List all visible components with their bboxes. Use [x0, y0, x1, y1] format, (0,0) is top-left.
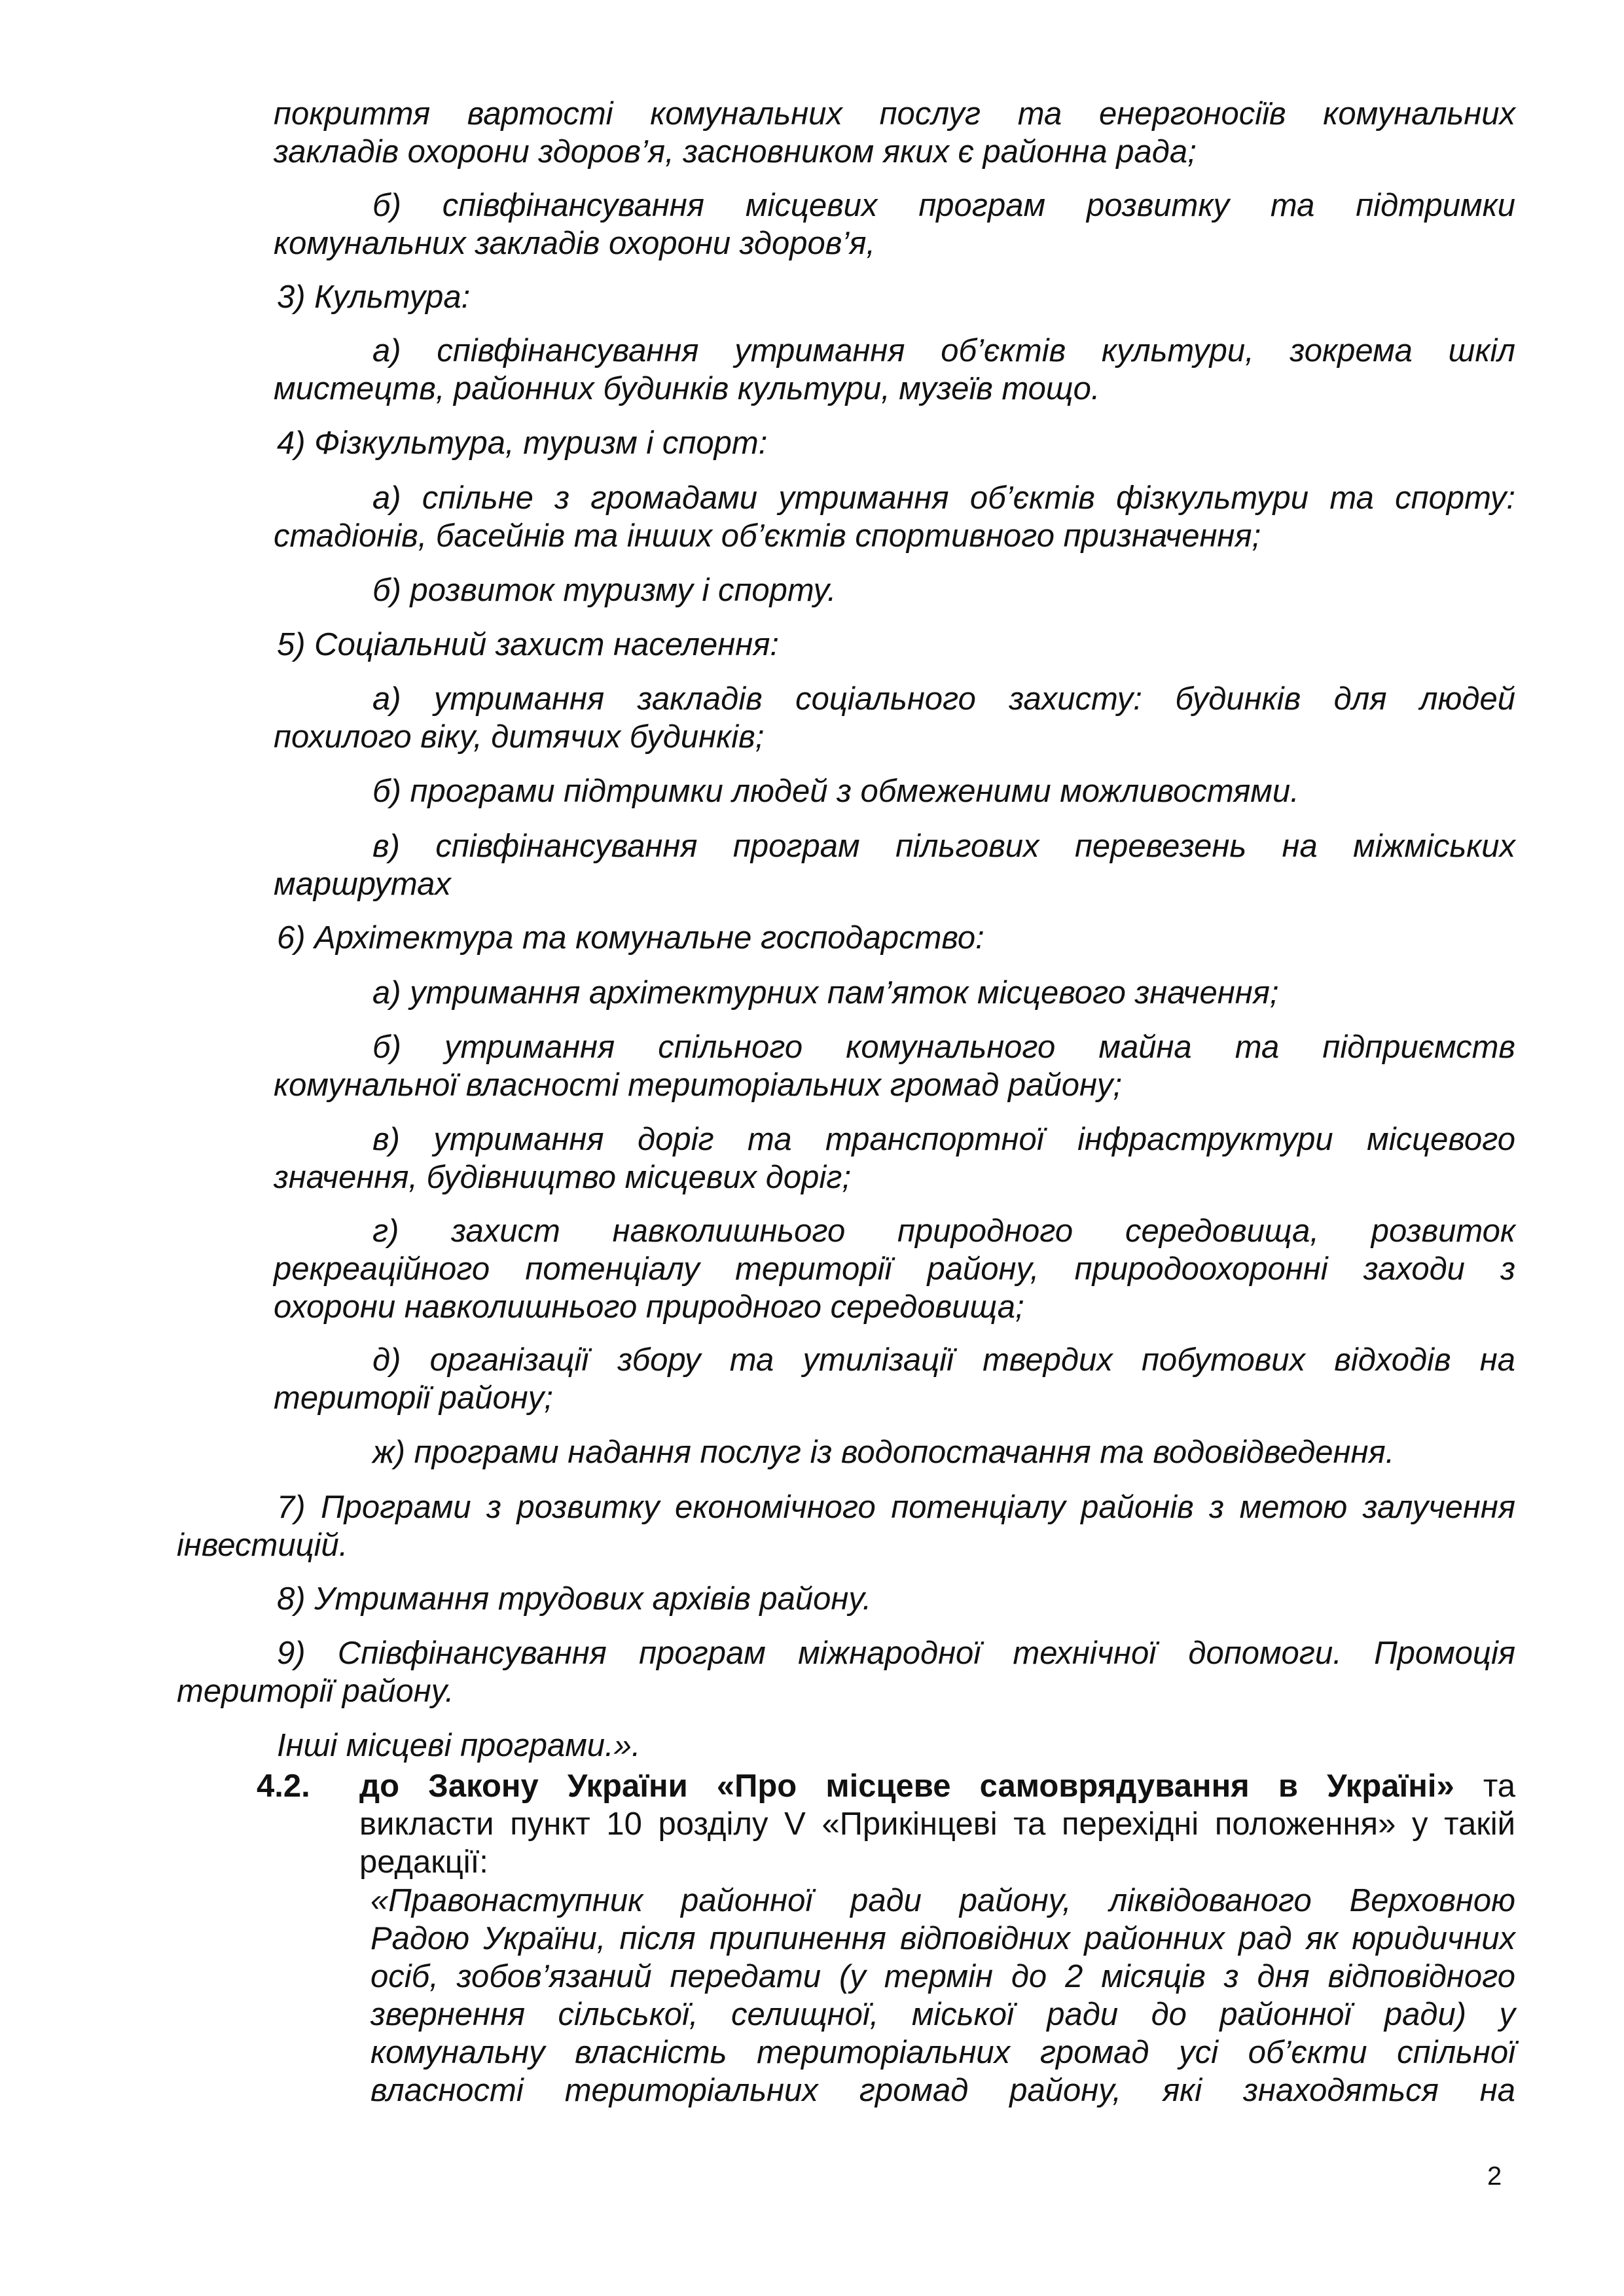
law-title: до Закону України «Про місцеве самоврядування в Україні» — [359, 1768, 1454, 1804]
text-line: г) захист навколишнього природного середовища, розвиток — [372, 1213, 1515, 1249]
text-line: території району; — [274, 1380, 553, 1416]
text-line: б) програми підтримки людей з обмеженими можливостями. — [372, 774, 1299, 809]
text-line: викласти пункт 10 розділу V «Прикінцеві та перехідні положення» у такій — [359, 1806, 1515, 1842]
text-line: власності територіальних громад району, які знаходяться на — [370, 2073, 1515, 2108]
text-line: охорони навколишнього природного середовища; — [274, 1289, 1024, 1325]
page-number: 2 — [1487, 2162, 1502, 2191]
text-line: стадіонів, басейнів та інших об’єктів спортивного призначення; — [274, 518, 1261, 554]
text-line: в) співфінансування програм пільгових перевезень на міжміських — [372, 829, 1515, 864]
paragraph-architecture-e — [274, 1341, 1515, 1417]
paragraph-item-8 — [277, 1580, 871, 1618]
paragraph-sport-a — [274, 479, 1515, 555]
section-4-2 — [359, 1767, 1515, 1881]
quoted-amendment — [370, 1882, 1515, 2109]
paragraph-item-7 — [177, 1488, 1515, 1564]
paragraph-architecture-c — [274, 1121, 1515, 1196]
text-line: Інші місцеві програми.». — [277, 1728, 641, 1763]
law-title-tail: та — [1454, 1768, 1515, 1804]
paragraph-social-b — [372, 772, 1299, 810]
paragraph-healthcare-costs — [274, 95, 1515, 171]
text-line: а) утримання архітектурних пам’яток місцевого значення; — [372, 975, 1279, 1011]
text-line: Радою України, після припинення відповідних районних рад як юридичних — [370, 1921, 1515, 1956]
paragraph-healthcare-programs — [274, 187, 1515, 262]
text-line: д) організації збору та утилізації твердих побутових відходів на — [372, 1342, 1515, 1378]
text-line: б) співфінансування місцевих програм розвитку та підтримки — [372, 188, 1515, 223]
text-line: 4) Фізкультура, туризм і спорт: — [277, 425, 768, 461]
paragraph-architecture-f — [372, 1433, 1394, 1471]
text-line — [359, 1767, 1515, 1805]
text-line: осіб, зобов’язаний передати (у термін до 2 місяців з дня відповідного — [370, 1959, 1515, 1994]
heading-social — [277, 626, 779, 664]
text-line: а) спільне з громадами утримання об’єктів фізкультури та спорту: — [372, 480, 1515, 516]
text-line: 3) Культура: — [277, 279, 471, 315]
text-line: комунальну власність територіальних громад усі об’єкти спільної — [370, 2035, 1515, 2070]
text-line: 7) Програми з розвитку економічного потенціалу районів з метою залучення — [277, 1490, 1515, 1525]
paragraph-culture-a — [274, 332, 1515, 408]
text-line: в) утримання доріг та транспортної інфраструктури місцевого — [372, 1122, 1515, 1157]
text-line: 9) Співфінансування програм міжнародної технічної допомоги. Промоція — [277, 1636, 1515, 1671]
text-line: а) утримання закладів соціального захисту: будинків для людей — [372, 681, 1515, 717]
text-line: 8) Утримання трудових архівів району. — [277, 1581, 872, 1617]
text-line: звернення сільської, селищної, міської ради до районної ради) у — [370, 1997, 1515, 2032]
text-line: значення, будівництво місцевих доріг; — [274, 1160, 852, 1195]
heading-architecture — [277, 919, 984, 957]
paragraph-other-programs — [277, 1727, 641, 1765]
text-line: рекреаційного потенціалу території району, природоохоронні заходи з — [274, 1251, 1515, 1287]
text-line: закладів охорони здоров’я, засновником яких є районна рада; — [274, 134, 1197, 170]
paragraph-social-c — [274, 827, 1515, 903]
text-line: б) утримання спільного комунального майна та підприємств — [372, 1030, 1515, 1065]
text-line: території району. — [177, 1674, 454, 1709]
paragraph-architecture-b — [274, 1028, 1515, 1104]
text-line: комунальних закладів охорони здоров’я, — [274, 226, 876, 261]
text-line: а) співфінансування утримання об’єктів культури, зокрема шкіл — [372, 333, 1515, 368]
text-line: «Правонаступник районної ради району, ліквідованого Верховною — [370, 1883, 1515, 1918]
section-number: 4.2. — [257, 1768, 310, 1804]
heading-culture — [277, 278, 470, 316]
text-line: інвестицій. — [177, 1528, 348, 1563]
text-line: покриття вартості комунальних послуг та енергоносіїв комунальних — [274, 96, 1515, 132]
heading-sport — [277, 424, 767, 462]
text-line: б) розвиток туризму і спорту. — [372, 573, 837, 608]
text-line: похилого віку, дитячих будинків; — [274, 719, 765, 755]
text-line: ж) програми надання послуг із водопостачання та водовідведення. — [372, 1435, 1395, 1470]
paragraph-architecture-d — [274, 1212, 1515, 1326]
text-line: 5) Соціальний захист населення: — [277, 627, 780, 662]
paragraph-social-a — [274, 680, 1515, 756]
paragraph-sport-b — [372, 571, 837, 609]
paragraph-item-9 — [177, 1634, 1515, 1710]
text-line: 6) Архітектура та комунальне господарство: — [277, 920, 984, 956]
paragraph-architecture-a — [372, 974, 1279, 1012]
text-line: мистецтв, районних будинків культури, музеїв тощо. — [274, 371, 1100, 406]
text-line: редакції: — [359, 1844, 488, 1880]
text-line: маршрутах — [274, 867, 451, 902]
text-line: комунальної власності територіальних громад району; — [274, 1067, 1123, 1103]
